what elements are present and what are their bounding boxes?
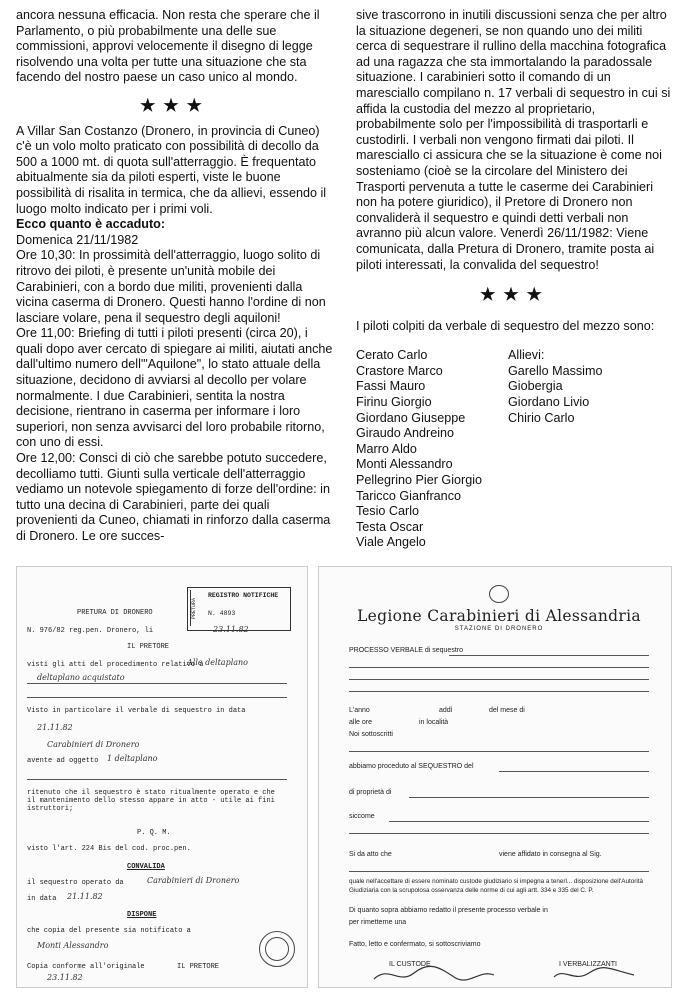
paragraph: ancora nessuna efficacia. Non resta che sperare che il Parlamento, o più probabilmente una delle sue commissioni, approvi velocemente il disegno di legge risolvendo una volta per tutte una situazione che sta facendo del nostro paese un caso unico al mondo. xyxy=(16,8,320,85)
text-line: addì xyxy=(439,707,453,714)
dispone-heading: DISPONE xyxy=(127,911,157,919)
text-line: Di quanto sopra abbiamo redatto il presente processo verbale in xyxy=(349,907,548,914)
text-line: per rimetterne una xyxy=(349,919,407,926)
text-line: visto l'art. 224 Bis del cod. proc.pen. xyxy=(27,845,191,853)
list-item: Taricco Gianfranco xyxy=(356,488,461,503)
handwritten-text: 23.11.82 xyxy=(47,973,83,982)
list-item: Viale Angelo xyxy=(356,535,426,550)
section-separator-stars: ★★★ xyxy=(140,95,210,115)
left-column xyxy=(16,8,334,545)
date-heading: Domenica 21/11/1982 xyxy=(16,232,139,247)
handwritten-text: Monti Alessandro xyxy=(37,941,109,950)
list-item: Pellegrino Pier Giorgio xyxy=(356,473,482,488)
list-item: Crastore Marco xyxy=(356,363,443,378)
rule xyxy=(349,691,649,692)
rule xyxy=(27,697,287,698)
rule xyxy=(349,751,649,752)
list-item: Chirio Carlo xyxy=(508,410,575,425)
handwritten-text: 21.11.82 xyxy=(37,723,73,732)
rule xyxy=(449,655,649,656)
list-item: Garello Massimo xyxy=(508,363,603,378)
rule xyxy=(349,833,649,834)
stamp-title: REGISTRO NOTIFICHE xyxy=(208,592,279,599)
paragraph: sive trascorrono in inutili discussioni senza che per altro la situazione degeneri, se non quando uno dei militi cerca di sequestrare il rullino della macchina fotografica ad una ragazza che sta immortalando la paradossale situazione. I carabinieri sotto il comando di un maresciallo compilano n. 17 verbali di sequestro in cui si affida la custodia del mezzo al proprietario, probabilmente solo per l'impossibilità di trasportarli e custodirli. I verbali non vengono firmati dai piloti. Il maresciallo ci assicura che se la situazione è come noi sosteniamo (cioè se la circolare del Ministero dei Trasporti pervenuta a tutte le caserme dei Carabinieri non ha potere giuridico), il Pretore di Dronero non convaliderà il sequestro e quindi detti verbali non avranno più alcun valore. Venerdì 26/11/1982: Viene comunicata, dalla Pretura di Dronero, tramite posta ai piloti interessati, la convalida del sequestro! xyxy=(356,8,671,272)
text-line: viene affidato in consegna al Sig. xyxy=(499,851,602,858)
text-line: abbiamo proceduto al SEQUESTRO del xyxy=(349,763,474,770)
registro-notifiche-stamp: PRETURA REGISTRO NOTIFICHE N. 4893 xyxy=(187,587,291,631)
text-line: di proprietà di xyxy=(349,789,392,796)
section-heading: Ecco quanto è accaduto: xyxy=(16,217,166,232)
paragraph: I piloti colpiti da verbale di sequestro del mezzo sono: xyxy=(356,318,655,333)
handwritten-text: deltaplano acquistato xyxy=(37,673,125,682)
rule xyxy=(389,821,649,822)
emblem-icon xyxy=(489,585,509,603)
date-handwritten: 23.11.82 xyxy=(213,625,249,634)
text-line: siccome xyxy=(349,813,375,820)
list-item: Tesio Carlo xyxy=(356,504,419,519)
seal-inner-ring xyxy=(265,937,289,961)
text-line: il sequestro operato da xyxy=(27,879,124,887)
signature-label: IL PRETORE xyxy=(177,963,220,971)
text-line: Noi sottoscritti xyxy=(349,731,393,738)
right-column xyxy=(356,8,674,551)
handwritten-text: Alle deltaplano xyxy=(187,658,248,667)
pqm-heading: P. Q. M. xyxy=(137,829,171,837)
station-subtitle: STAZIONE DI DRONERO xyxy=(454,626,544,632)
reg-line: N. 976/82 reg.pen. Dronero, li xyxy=(27,627,154,635)
text-block: quale nell'accettare di essere nominato custode giudiziario si impegna a tenerl... disposizione dell'Autorità Giudiziaria con la scrupolosa osservanza delle norme di cui agli artt. 334 e 335 del C. P. xyxy=(349,878,643,894)
pretura-decree-scan xyxy=(16,566,308,988)
text-line: Fatto, letto e confermato, si sottoscriviamo xyxy=(349,941,481,948)
student-names-column xyxy=(508,348,668,551)
verbalizzanti-signature-icon xyxy=(549,965,639,985)
handwritten-text: 21.11.82 xyxy=(67,892,103,901)
signature-label: I VERBALIZZANTI xyxy=(559,961,617,968)
rule xyxy=(27,779,287,780)
carabinieri-report-scan xyxy=(318,566,672,988)
text-line: PROCESSO VERBALE di sequestro xyxy=(349,647,463,654)
rule xyxy=(349,667,649,668)
text-line: Visto in particolare il verbale di sequestro in data xyxy=(27,707,246,715)
text-line: in località xyxy=(419,719,449,726)
text-line: alle ore xyxy=(349,719,372,726)
header-pretura: PRETURA DI DRONERO xyxy=(77,609,153,617)
section-separator-stars: ★★★ xyxy=(480,285,550,305)
handwritten-text: Carabinieri di Dronero xyxy=(147,876,240,885)
paragraph: A Villar San Costanzo (Dronero, in provincia di Cuneo) c'è un volo molto praticato con possibilità di decollo da 500 a 1000 mt. di quota sull'atterraggio. È frequentato abitualmente sia da piloti esperti, viste le buone possibilità di risalita in termica, che da allievi, essendo il luogo molto indicato per i primi voli. xyxy=(16,123,327,216)
handwritten-text: Carabinieri di Dronero xyxy=(47,740,140,749)
text-line: Copia conforme all'originale xyxy=(27,963,145,971)
text-line: L'anno xyxy=(349,707,370,714)
list-item: Marro Aldo xyxy=(356,441,417,456)
rule xyxy=(499,771,649,772)
document-title: Legione Carabinieri di Alessandria xyxy=(357,607,641,625)
text-line: che copia del presente sia notificato a xyxy=(27,927,191,935)
text-line: visti gli atti del procedimento relativo a xyxy=(27,661,204,669)
signature-label: IL CUSTODE xyxy=(389,961,431,968)
list-item: Giobergia xyxy=(508,379,563,394)
paragraph: Ore 12,00: Consci di ciò che sarebbe potuto succedere, decolliamo tutti. Giunti sulla verticale dell'atterraggio vediamo un notevole spiegamento di forze dell'ordine: in tutto una decina di Carabinieri, parte dei quali provenienti da Cuneo, chiamati in rinforzo dalla caserma di Dronero. Le ore succes- xyxy=(16,451,331,543)
pretore-heading: IL PRETORE xyxy=(127,643,170,651)
list-item: Monti Alessandro xyxy=(356,457,453,472)
rule xyxy=(349,679,649,680)
paragraph: Ore 11,00: Briefing di tutti i piloti presenti (circa 20), i quali dopo aver cercato di spiegare ai militi, aiutati anche dall'ultimo numero dell'"Aquilone", lo stato attuale della situazione, decidono di avviarsi al decollo per volare normalmente. I due Carabinieri, sentita la nostra decisione, rientrano in caserma per informare i loro superiori, non senza avvisarci del loro probabile ritorno, con uno di essi. xyxy=(16,326,333,450)
text-line: Si da atto che xyxy=(349,851,392,858)
pilot-names-list xyxy=(356,348,674,551)
convalida-heading: CONVALIDA xyxy=(127,863,165,871)
list-item: Giordano Giuseppe xyxy=(356,410,466,425)
text-line: avente ad oggetto xyxy=(27,757,99,765)
rule xyxy=(27,683,287,684)
list-item: Firinu Giorgio xyxy=(356,395,432,410)
list-item: Fassi Mauro xyxy=(356,379,426,394)
text-line: del mese di xyxy=(489,707,525,714)
paragraph: Ore 10,30: In prossimità dell'atterraggio, luogo solito di ritrovo dei piloti, è presente un'unità mobile dei Carabinieri, con a bordo due militi, provenienti dalla vicina caserma di Dronero. Questi hanno l'ordine di non lasciare volare, pena il sequestro degli aquiloni! xyxy=(16,248,326,325)
text-block: ritenuto che il sequestro è stato ritualmente operato e che il mantenimento dello stesso appare in atto - utile ai fini istruttori; xyxy=(27,789,275,813)
stamp-number: N. 4893 xyxy=(208,610,236,617)
handwritten-text: 1 deltaplano xyxy=(107,754,158,763)
list-item: Cerato Carlo xyxy=(356,348,428,363)
list-item: Giordano Livio xyxy=(508,395,590,410)
rule xyxy=(349,871,649,872)
rule xyxy=(409,797,649,798)
list-item: Testa Oscar xyxy=(356,519,424,534)
list-item: Allievi: xyxy=(508,348,545,363)
custode-signature-icon xyxy=(369,965,499,985)
pilot-names-column xyxy=(356,348,508,551)
list-item: Giraudo Andreino xyxy=(356,426,455,441)
text-line: in data xyxy=(27,895,57,903)
